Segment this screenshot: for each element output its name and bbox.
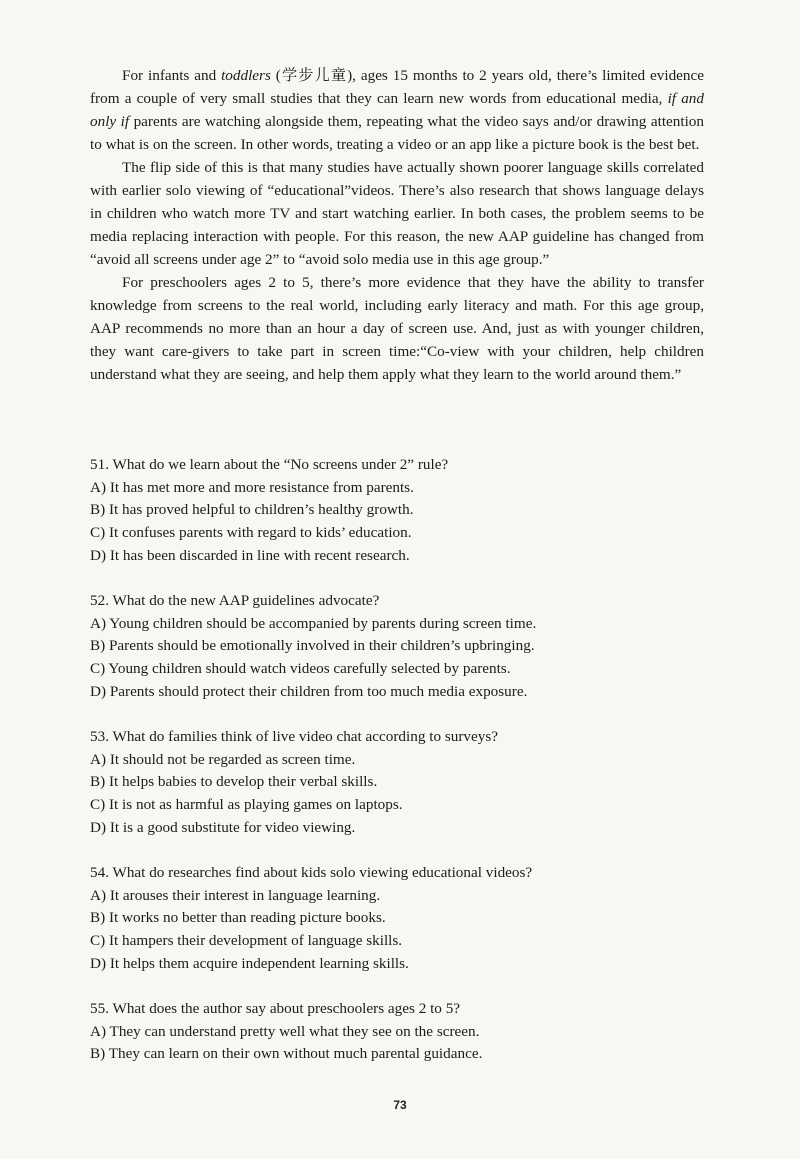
option-a: A) It has met more and more resistance from parents. xyxy=(90,478,414,496)
passage-paragraph-3: For preschoolers ages 2 to 5, there’s more evidence that they have the ability to transfer knowledge from screens to the real world, including early literacy and math. For this age group, AAP recommends no more than an hour a day of screen use. And, just as with younger children, they want care-givers to take part in screen time:“Co-view with your children, help children understand what they are seeing, and help them apply what they learn to the world around them.” xyxy=(90,274,704,383)
question-stem: 53. What do families think of live video chat according to surveys? xyxy=(90,728,498,746)
p1-text-a: For infants and xyxy=(122,67,222,84)
page-number: 73 xyxy=(393,1098,407,1112)
option-c: C) Young children should watch videos carefully selected by parents. xyxy=(90,660,511,678)
question-list xyxy=(90,454,704,1089)
option-c: C) It is not as harmful as playing games on laptops. xyxy=(90,796,403,814)
question-stem: 51. What do we learn about the “No screens under 2” rule? xyxy=(90,456,449,473)
reading-passage xyxy=(90,64,704,386)
passage-paragraph-1 xyxy=(90,64,704,156)
question-stem: 55. What does the author say about preschoolers ages 2 to 5? xyxy=(90,1000,461,1018)
question-54 xyxy=(90,862,704,976)
question-stem: 54. What do researches find about kids solo viewing educational videos? xyxy=(90,864,533,882)
option-d: D) It has been discarded in line with recent research. xyxy=(90,546,410,564)
option-a: A) It should not be regarded as screen time. xyxy=(90,750,356,768)
option-a: A) They can understand pretty well what they see on the screen. xyxy=(90,1022,480,1040)
option-c: C) It hampers their development of language skills. xyxy=(90,932,403,950)
p1-italic-if-and-only-if: if and only if xyxy=(90,90,704,130)
option-d: D) Parents should protect their children from too much media exposure. xyxy=(90,682,528,700)
option-a: A) Young children should be accompanied by parents during screen time. xyxy=(90,614,537,632)
p1-italic-toddlers: toddlers xyxy=(221,67,271,84)
option-b: B) Parents should be emotionally involved in their children’s upbringing. xyxy=(90,637,535,655)
option-d: D) It helps them acquire independent learning skills. xyxy=(90,954,409,972)
option-b: B) It helps babies to develop their verbal skills. xyxy=(90,773,378,791)
question-55 xyxy=(90,998,704,1066)
option-a: A) It arouses their interest in language learning. xyxy=(90,886,381,904)
question-52 xyxy=(90,590,704,704)
option-b: B) It works no better than reading picture books. xyxy=(90,909,386,927)
option-b: B) It has proved helpful to children’s healthy growth. xyxy=(90,501,414,519)
passage-paragraph-2: The flip side of this is that many studies have actually shown poorer language skills correlated with earlier solo viewing of “educational”videos. There’s also research that shows language delays in children who watch more TV and start watching earlier. In both cases, the problem seems to be media replacing interaction with people. For this reason, the new AAP guideline has changed from “avoid all screens under age 2” to “avoid solo media use in this age group.” xyxy=(90,159,704,268)
p1-text-e: parents are watching alongside them, repeating what the video says and/or drawing attention to what is on the screen. In other words, treating a video or an app like a picture book is the best bet. xyxy=(90,113,704,153)
p1-text-c: (学步儿童), ages 15 months to 2 years old, there’s limited evidence from a couple of very small studies that they can learn new words from educational media, xyxy=(90,67,704,107)
option-d: D) It is a good substitute for video viewing. xyxy=(90,818,356,836)
option-c: C) It confuses parents with regard to kids’ education. xyxy=(90,524,412,542)
option-b: B) They can learn on their own without much parental guidance. xyxy=(90,1045,483,1063)
question-53 xyxy=(90,726,704,840)
question-stem: 52. What do the new AAP guidelines advocate? xyxy=(90,592,380,610)
question-51 xyxy=(90,454,704,568)
